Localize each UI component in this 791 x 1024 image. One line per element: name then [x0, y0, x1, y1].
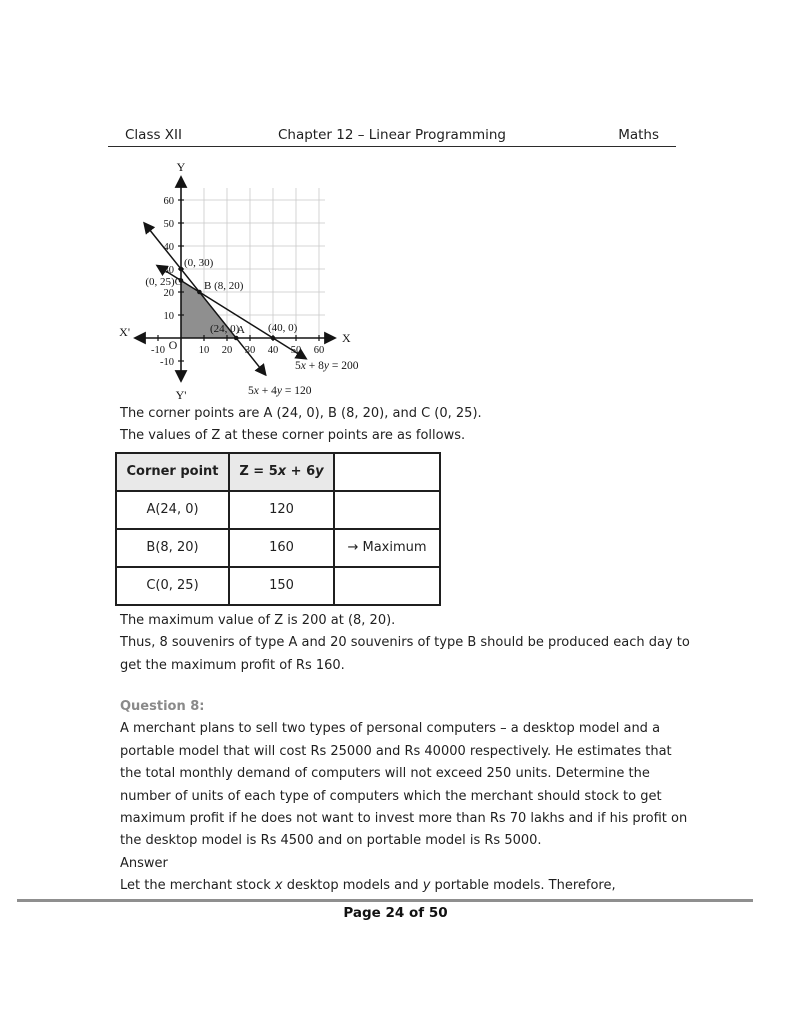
x-prime-axis-label: X' — [119, 325, 130, 339]
y-axis-label: Y — [176, 160, 186, 174]
cell-zvalue: 160 — [229, 529, 334, 567]
answer-label: Answer — [120, 855, 168, 871]
col-note — [334, 453, 440, 491]
footer-rule — [17, 899, 753, 902]
label-0-25-c: (0, 25)C — [145, 276, 182, 288]
svg-text:30: 30 — [244, 345, 256, 356]
cell-note — [334, 491, 440, 529]
z-values-table — [115, 452, 441, 606]
svg-text:30: 30 — [163, 265, 174, 276]
cell-point: C(0, 25) — [116, 567, 229, 605]
svg-text:60: 60 — [313, 345, 325, 356]
cell-note — [334, 567, 440, 605]
question-heading: Question 8: — [120, 699, 205, 715]
label-40-0: (40, 0) — [268, 322, 298, 334]
lp-graph — [115, 158, 380, 403]
header-class: Class XII — [125, 127, 183, 143]
page-body — [120, 403, 692, 898]
label-a: A — [237, 324, 245, 336]
origin-label: O — [168, 338, 178, 352]
svg-text:50: 50 — [163, 219, 174, 230]
svg-text:50: 50 — [290, 345, 302, 356]
let-statement: Let the merchant stock x desktop models and y portable models. Therefore, — [120, 878, 616, 894]
svg-text:20: 20 — [163, 288, 174, 299]
cell-zvalue: 120 — [229, 491, 334, 529]
label-b: B (8, 20) — [204, 280, 244, 292]
header-rule — [108, 146, 676, 147]
svg-text:40: 40 — [163, 242, 174, 253]
svg-text:-10: -10 — [151, 345, 165, 356]
svg-text:-10: -10 — [160, 357, 174, 368]
table-row — [116, 491, 440, 529]
max-value-line: The maximum value of Z is 200 at (8, 20). — [120, 612, 396, 628]
svg-text:10: 10 — [198, 345, 210, 356]
x-axis-label: X — [342, 331, 351, 345]
question-text: A merchant plans to sell two types of personal computers – a desktop model and a portable model that will cost Rs 25000 and Rs 40000 respectively. He estimates that the total monthly demand of computers will not exceed 250 units. Determine the number of units of each type of computers which the merchant should stock to get maximum profit if he does not want to invest more than Rs 70 lakhs and if his profit on the desktop model is Rs 4500 and on portable model is Rs 5000. — [120, 721, 688, 849]
table-header-row — [116, 453, 440, 491]
svg-text:40: 40 — [267, 345, 279, 356]
y-prime-axis-label: Y' — [175, 388, 187, 402]
page-number: Page 24 of 50 — [343, 905, 448, 921]
cell-point: A(24, 0) — [116, 491, 229, 529]
header-chapter: Chapter 12 – Linear Programming — [277, 127, 506, 143]
conclusion-line: Thus, 8 souvenirs of type A and 20 souvenirs of type B should be produced each day to get the maximum profit of Rs 160. — [120, 635, 690, 673]
z-values-line: The values of Z at these corner points are as follows. — [120, 428, 466, 444]
label-eq-5x4y120: 5x + 4y = 120 — [248, 385, 312, 397]
cell-point: B(8, 20) — [116, 529, 229, 567]
label-24-0: (24, 0) — [210, 323, 240, 335]
cell-note: → Maximum — [334, 529, 440, 567]
label-eq-5x8y200: 5x + 8y = 200 — [295, 360, 359, 372]
table-row — [116, 567, 440, 605]
table-row — [116, 529, 440, 567]
svg-text:20: 20 — [221, 345, 233, 356]
label-0-30: (0, 30) — [184, 257, 214, 269]
col-z-expression: Z = 5x + 6y — [229, 453, 334, 491]
header-subject: Maths — [618, 127, 659, 143]
col-corner-point: Corner point — [116, 453, 229, 491]
svg-text:60: 60 — [163, 196, 174, 207]
cell-zvalue: 150 — [229, 567, 334, 605]
svg-text:10: 10 — [163, 311, 174, 322]
corner-points-line: The corner points are A (24, 0), B (8, 20), and C (0, 25). — [120, 406, 482, 421]
